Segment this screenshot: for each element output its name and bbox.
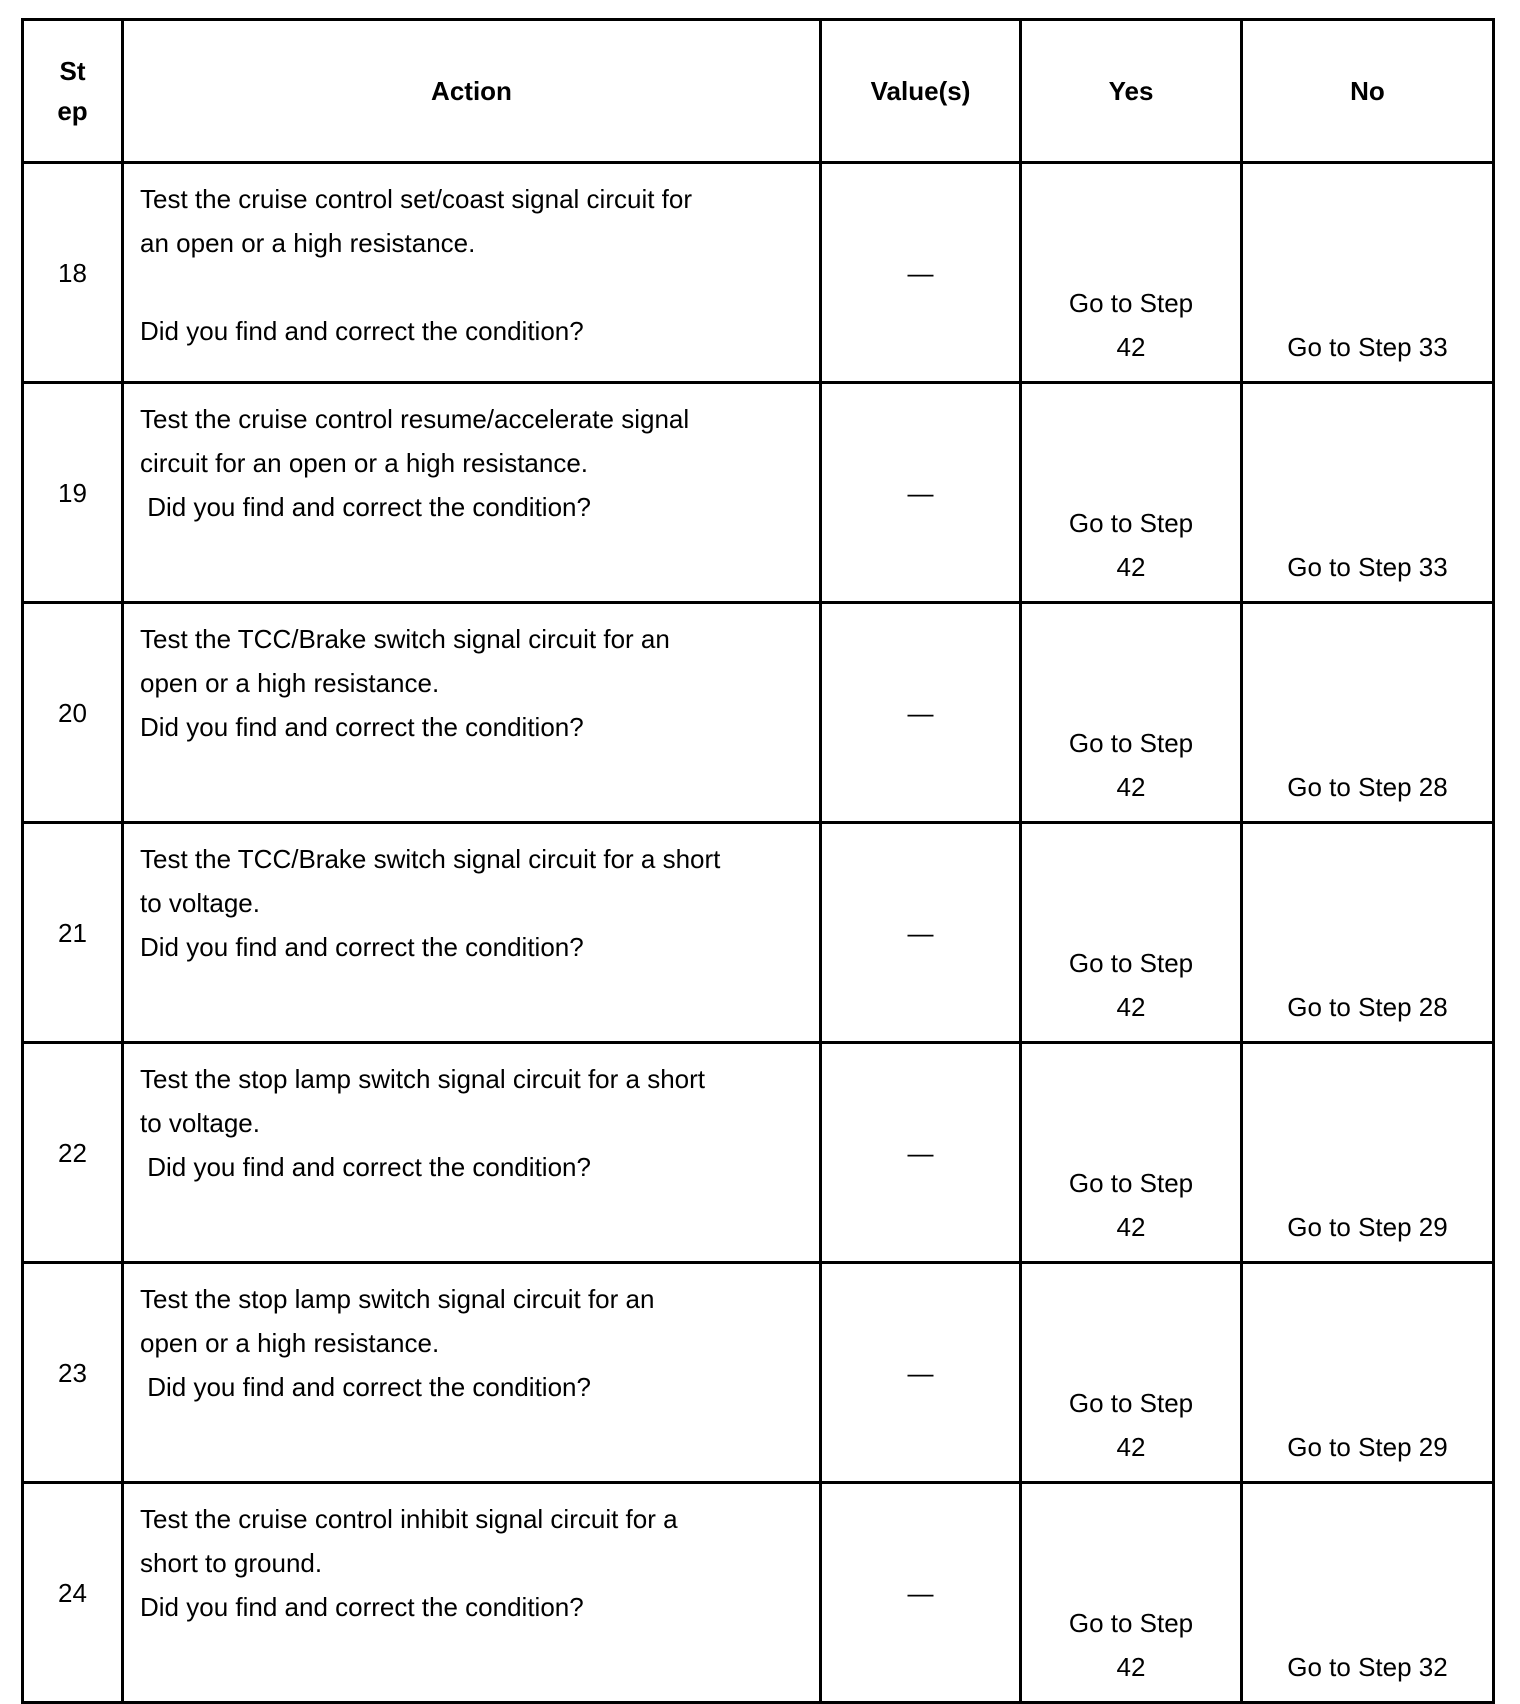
yes-cell xyxy=(1021,1043,1242,1263)
yes-goto-step: 42 xyxy=(1116,332,1146,362)
yes-goto-step: 42 xyxy=(1116,1652,1146,1682)
no-cell: Go to Step 33 xyxy=(1242,383,1494,603)
yes-goto-step: 42 xyxy=(1116,1432,1146,1462)
action-line: Test the cruise control set/coast signal circuit for xyxy=(140,184,693,214)
yes-goto-label: Go to Step xyxy=(1068,1168,1194,1198)
action-line: Test the TCC/Brake switch signal circuit for an xyxy=(140,624,670,654)
action-line: Did you find and correct the condition? xyxy=(140,1592,584,1622)
action-line: Did you find and correct the condition? xyxy=(140,932,584,962)
action-line: Test the cruise control resume/accelerate signal xyxy=(140,404,690,434)
yes-cell xyxy=(1021,823,1242,1043)
step-number: 23 xyxy=(23,1263,123,1483)
yes-goto-label: Go to Step xyxy=(1068,1608,1194,1638)
table-row xyxy=(23,1483,1494,1703)
action-line: Did you find and correct the condition? xyxy=(140,492,591,522)
step-number: 22 xyxy=(23,1043,123,1263)
table-row xyxy=(23,1043,1494,1263)
header-yes: Yes xyxy=(1021,20,1242,163)
table-row xyxy=(23,383,1494,603)
action-cell xyxy=(123,1263,821,1483)
action-cell xyxy=(123,163,821,383)
action-line: Did you find and correct the condition? xyxy=(140,1152,591,1182)
step-number: 20 xyxy=(23,603,123,823)
action-line: circuit for an open or a high resistance. xyxy=(140,448,589,478)
header-values: Value(s) xyxy=(821,20,1021,163)
action-line: short to ground. xyxy=(140,1548,323,1578)
table-body xyxy=(23,163,1494,1703)
yes-goto-label: Go to Step xyxy=(1068,508,1194,538)
action-cell xyxy=(123,1483,821,1703)
header-step-line2: ep xyxy=(57,96,88,126)
table-row xyxy=(23,163,1494,383)
value-cell: — xyxy=(821,823,1021,1043)
step-number: 21 xyxy=(23,823,123,1043)
yes-goto-label: Go to Step xyxy=(1068,288,1194,318)
action-line: Test the stop lamp switch signal circuit for an xyxy=(140,1284,655,1314)
action-cell xyxy=(123,383,821,603)
table-header-row xyxy=(23,20,1494,163)
action-line: an open or a high resistance. xyxy=(140,228,476,258)
value-cell: — xyxy=(821,603,1021,823)
action-line: Did you find and correct the condition? xyxy=(140,712,584,742)
value-cell: — xyxy=(821,1043,1021,1263)
yes-goto-step: 42 xyxy=(1116,992,1146,1022)
yes-goto-step: 42 xyxy=(1116,1212,1146,1242)
yes-goto-label: Go to Step xyxy=(1068,728,1194,758)
table-row xyxy=(23,603,1494,823)
value-cell: — xyxy=(821,1263,1021,1483)
action-line: Did you find and correct the condition? xyxy=(140,316,584,346)
yes-goto-label: Go to Step xyxy=(1068,1388,1194,1418)
action-cell xyxy=(123,1043,821,1263)
table-row xyxy=(23,1263,1494,1483)
diagnostic-table xyxy=(21,18,1495,1704)
value-cell: — xyxy=(821,163,1021,383)
action-cell xyxy=(123,823,821,1043)
action-line: Did you find and correct the condition? xyxy=(140,1372,591,1402)
yes-cell xyxy=(1021,1483,1242,1703)
value-cell: — xyxy=(821,1483,1021,1703)
value-cell: — xyxy=(821,383,1021,603)
step-number: 19 xyxy=(23,383,123,603)
no-cell: Go to Step 28 xyxy=(1242,823,1494,1043)
yes-goto-label: Go to Step xyxy=(1068,948,1194,978)
action-line: Test the cruise control inhibit signal circuit for a xyxy=(140,1504,678,1534)
yes-cell xyxy=(1021,1263,1242,1483)
action-line: Test the TCC/Brake switch signal circuit for a short xyxy=(140,844,721,874)
header-action: Action xyxy=(123,20,821,163)
header-step-line1: St xyxy=(59,56,86,86)
step-number: 24 xyxy=(23,1483,123,1703)
yes-cell xyxy=(1021,163,1242,383)
action-line: Test the stop lamp switch signal circuit for a short xyxy=(140,1064,706,1094)
action-cell xyxy=(123,603,821,823)
action-line: to voltage. xyxy=(140,1108,260,1138)
table-row xyxy=(23,823,1494,1043)
action-line: open or a high resistance. xyxy=(140,668,440,698)
yes-goto-step: 42 xyxy=(1116,772,1146,802)
header-no: No xyxy=(1242,20,1494,163)
header-step xyxy=(23,20,123,163)
no-cell: Go to Step 32 xyxy=(1242,1483,1494,1703)
yes-cell xyxy=(1021,383,1242,603)
no-cell: Go to Step 33 xyxy=(1242,163,1494,383)
step-number: 18 xyxy=(23,163,123,383)
no-cell: Go to Step 29 xyxy=(1242,1043,1494,1263)
yes-goto-step: 42 xyxy=(1116,552,1146,582)
yes-cell xyxy=(1021,603,1242,823)
action-line xyxy=(140,265,809,309)
action-line: open or a high resistance. xyxy=(140,1328,440,1358)
no-cell: Go to Step 28 xyxy=(1242,603,1494,823)
no-cell: Go to Step 29 xyxy=(1242,1263,1494,1483)
action-line: to voltage. xyxy=(140,888,260,918)
